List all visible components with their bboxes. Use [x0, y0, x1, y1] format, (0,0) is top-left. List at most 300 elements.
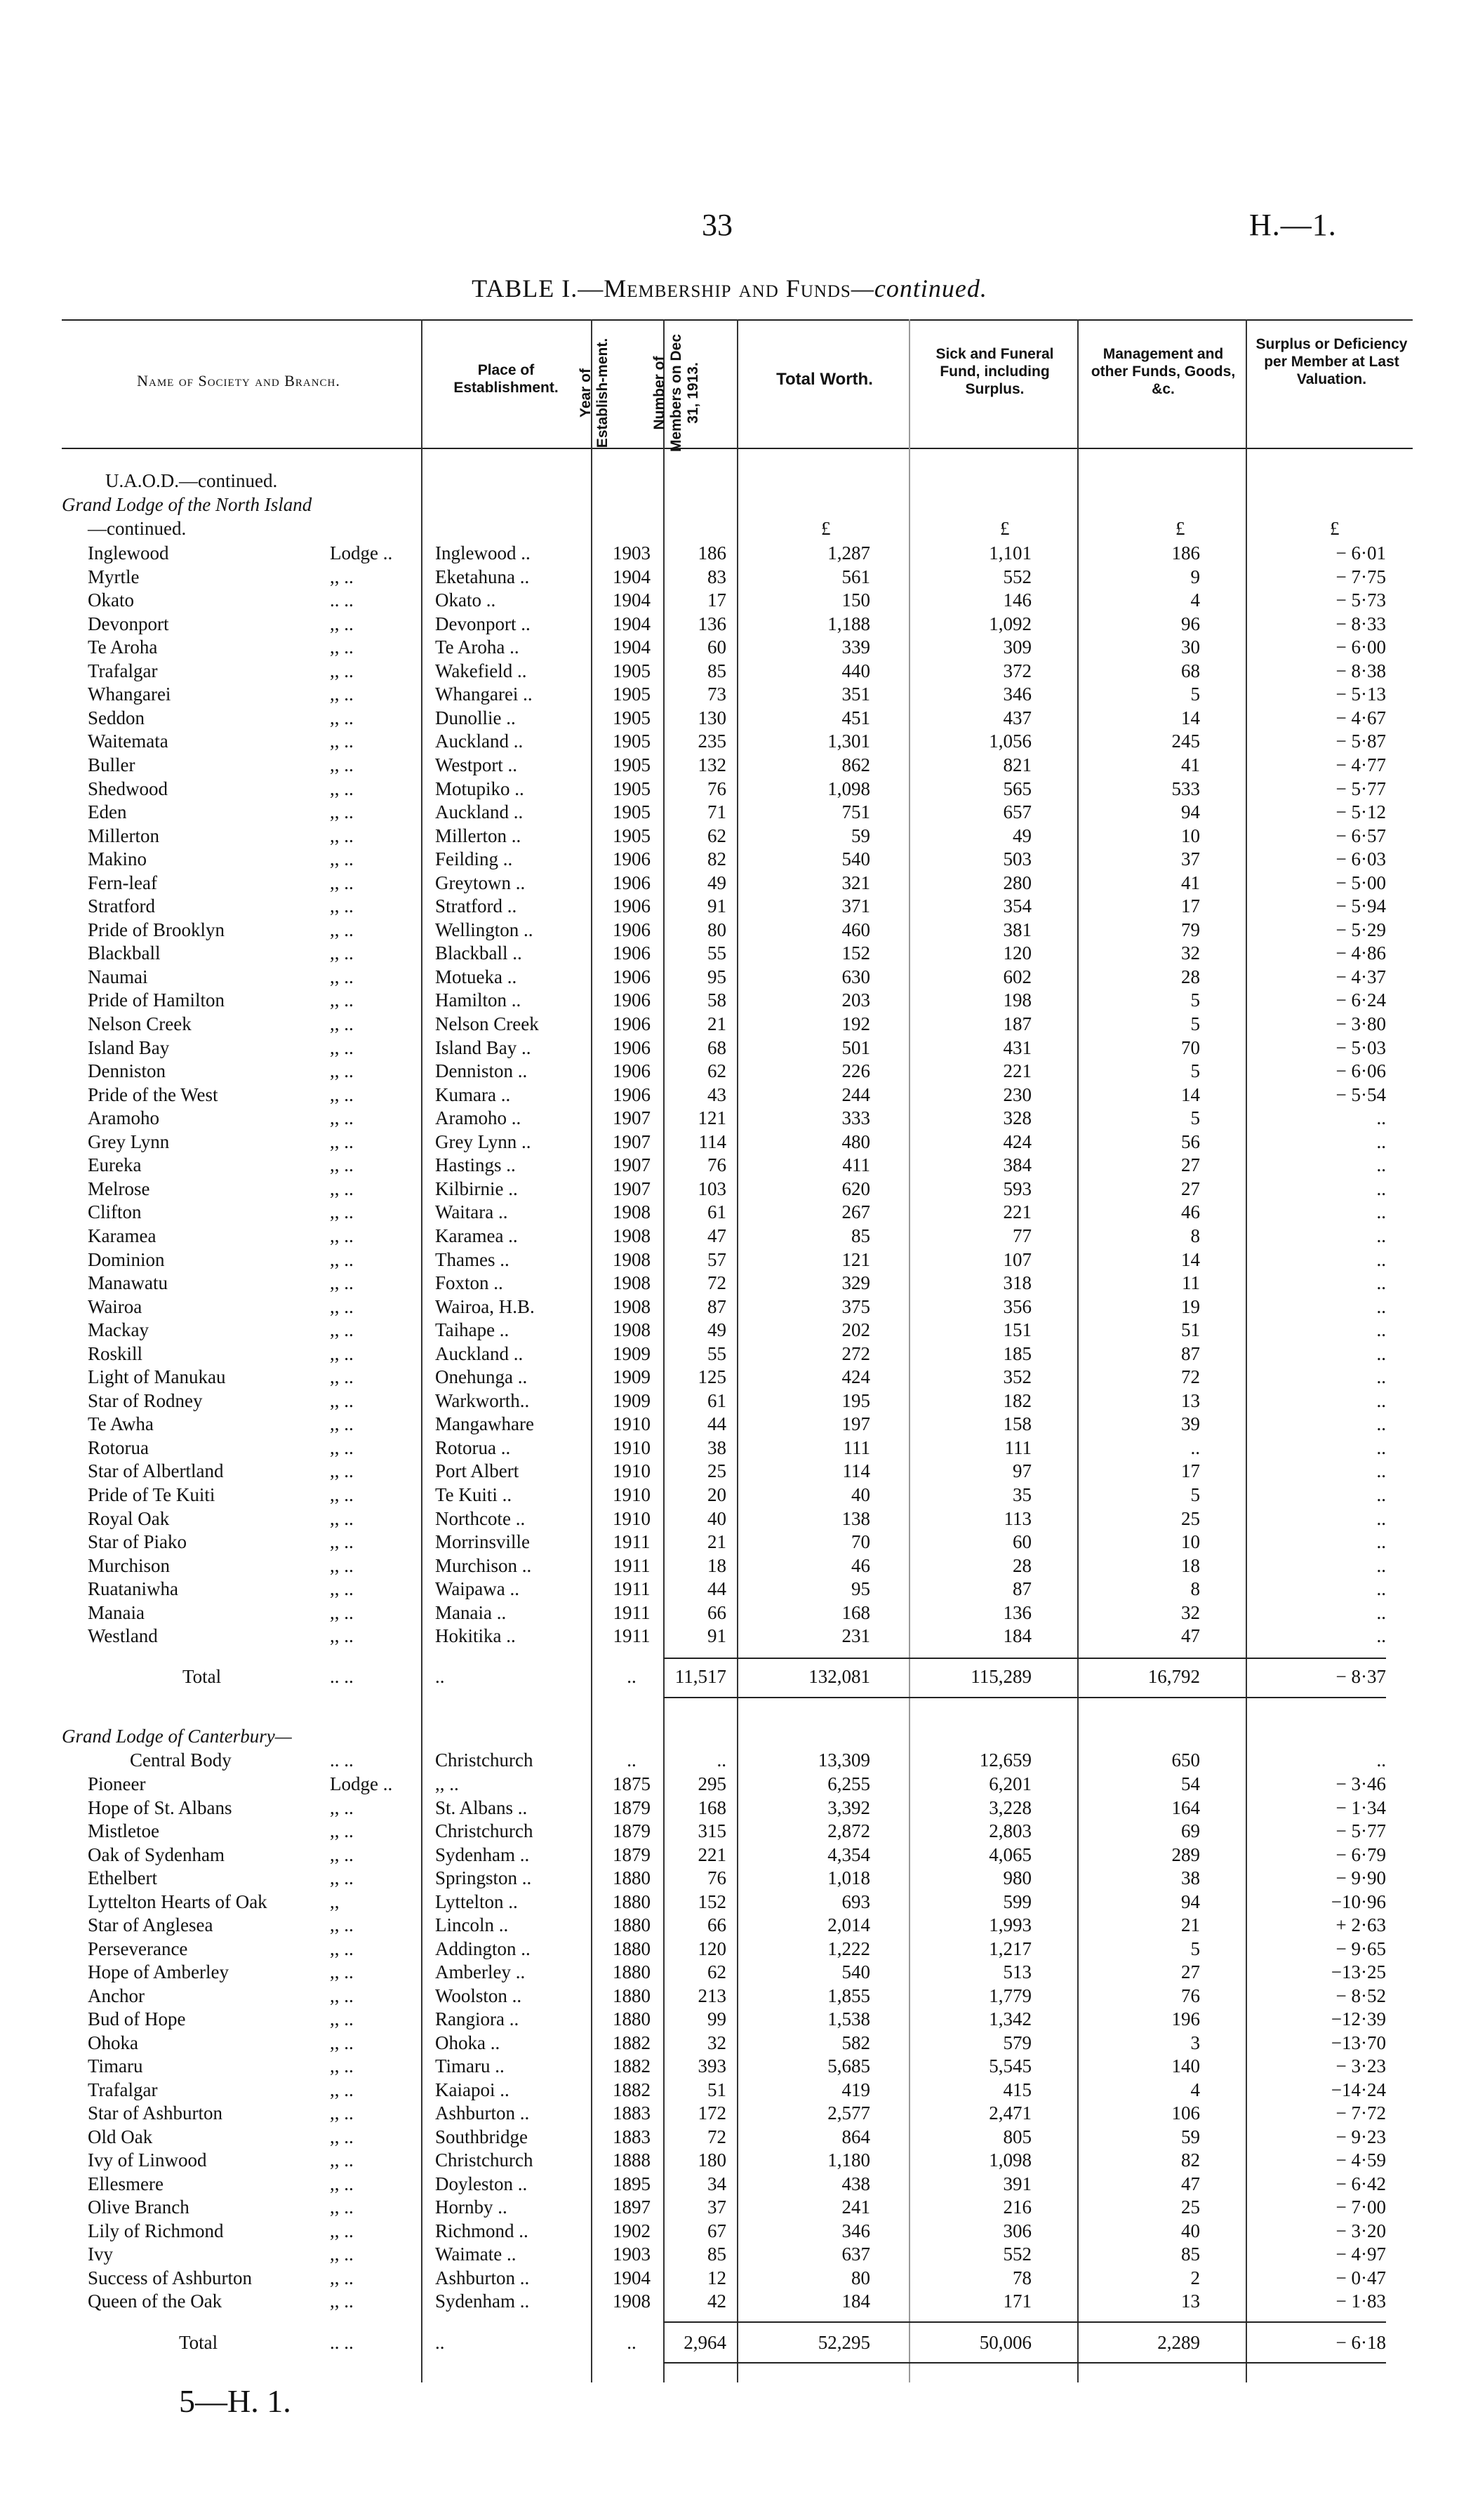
table-row [0, 2220, 1459, 2244]
table-row [0, 2243, 1459, 2267]
total-worth: 1,301 [827, 731, 870, 752]
year-established: 1907 [613, 1154, 651, 1176]
leader-dots: ,, .. [330, 919, 354, 940]
table-row [0, 1060, 1459, 1084]
year-established: 1909 [613, 1389, 651, 1411]
surplus-per-member: .. [1376, 1366, 1386, 1388]
management-fund: 41 [1181, 754, 1200, 775]
table-row [0, 1084, 1459, 1107]
management-fund: 17 [1181, 1460, 1200, 1482]
branch-name: Ivy of Linwood [88, 2149, 207, 2171]
management-fund: 4 [1190, 589, 1200, 611]
total-worth: 121 [841, 1248, 870, 1270]
surplus-per-member: + 2·63 [1335, 1914, 1386, 1935]
table-row [0, 1796, 1459, 1820]
surplus-per-member: − 3·80 [1335, 1013, 1386, 1034]
table-row [0, 1554, 1459, 1578]
year-established: 1883 [613, 2102, 651, 2124]
year-established: 1904 [613, 613, 651, 634]
management-fund: 5 [1190, 684, 1200, 705]
total-worth: 85 [851, 1225, 870, 1246]
total-worth: 3,392 [827, 1796, 870, 1818]
sick-funeral-fund: 77 [1013, 1225, 1032, 1246]
total-worth: 80 [851, 2267, 870, 2288]
branch-name: Timaru [88, 2055, 143, 2076]
member-count: 44 [707, 1413, 726, 1435]
place-of-establishment: Warkworth.. [435, 1389, 530, 1411]
total-worth: 419 [841, 2079, 870, 2100]
surplus-per-member: .. [1376, 1107, 1386, 1129]
leader-dots: .. .. [330, 1666, 354, 1687]
surplus-per-member: .. [1376, 1436, 1386, 1458]
member-count: 221 [698, 1844, 726, 1865]
place-of-establishment: Stratford .. [435, 895, 517, 917]
sick-funeral-fund: 111 [1004, 1436, 1032, 1458]
leader-dots: ,, .. [330, 2220, 354, 2241]
year-established: 1880 [613, 1891, 651, 1912]
place-of-establishment: Amberley .. [435, 1961, 526, 1982]
member-count: 40 [707, 1507, 726, 1529]
section-heading-uaod: U.A.O.D.—continued. [105, 470, 278, 491]
year-established: 1909 [613, 1342, 651, 1364]
member-count: 38 [707, 1436, 726, 1458]
management-fund: 28 [1181, 966, 1200, 987]
year-established: 1911 [613, 1554, 651, 1576]
member-count: 43 [707, 1084, 726, 1105]
management-fund: 27 [1181, 1961, 1200, 1982]
surplus-per-member: − 6·42 [1335, 2173, 1386, 2194]
place-of-establishment: ,, .. [435, 1773, 459, 1794]
sick-funeral-fund: 4,065 [989, 1844, 1032, 1865]
member-count: 44 [707, 1578, 726, 1600]
branch-name: Wairoa [88, 1295, 142, 1317]
year-established: 1903 [613, 2244, 651, 2265]
leader-dots: ,, .. [330, 872, 354, 893]
place-of-establishment: Auckland .. [435, 1342, 524, 1364]
surplus-per-member: − 5·77 [1335, 778, 1386, 799]
place-of-establishment: Hamilton .. [435, 989, 521, 1011]
table-row [0, 589, 1459, 613]
table-row [0, 989, 1459, 1013]
surplus-per-member: − 5·29 [1335, 919, 1386, 940]
member-count: 34 [707, 2173, 726, 2194]
leader-dots: ,, .. [330, 1460, 354, 1482]
year-established: 1880 [613, 1961, 651, 1982]
table-row [0, 1436, 1459, 1460]
sick-funeral-fund: 503 [1003, 848, 1032, 870]
sick-funeral-fund: 230 [1003, 1084, 1032, 1105]
surplus-per-member: .. [1376, 1749, 1386, 1771]
table-row [0, 1938, 1459, 1961]
total-worth: 333 [841, 1107, 870, 1129]
sick-funeral-fund: 1,101 [989, 542, 1032, 564]
place-of-establishment: Rangiora .. [435, 2008, 519, 2029]
leader-dots: ,, .. [330, 1178, 354, 1199]
management-fund: 289 [1171, 1844, 1200, 1865]
branch-name: Star of Piako [88, 1531, 187, 1553]
sick-funeral-fund: 431 [1003, 1036, 1032, 1058]
year-established: 1907 [613, 1107, 651, 1129]
leader-dots: ,, .. [330, 2244, 354, 2265]
year-established: 1882 [613, 2055, 651, 2076]
sick-funeral-fund: 1,779 [989, 1985, 1032, 2006]
year-established: 1906 [613, 848, 651, 870]
member-count: 55 [707, 1342, 726, 1364]
leader-dots: ,, .. [330, 2126, 354, 2147]
total-worth: 244 [841, 1084, 870, 1105]
management-fund: 13 [1181, 2291, 1200, 2312]
surplus-per-member: − 1·34 [1335, 1796, 1386, 1818]
surplus-per-member: − 1·83 [1335, 2291, 1386, 2312]
table-row [0, 1248, 1459, 1272]
place-of-establishment: Feilding .. [435, 848, 513, 870]
member-count: .. [717, 1749, 726, 1771]
surplus-per-member: − 6·24 [1335, 989, 1386, 1011]
member-count: 132 [698, 754, 726, 775]
member-count: 180 [698, 2149, 726, 2171]
year-established: 1911 [613, 1601, 651, 1623]
branch-name: Pioneer [88, 1773, 146, 1794]
leader-dots: ,, .. [330, 731, 354, 752]
surplus-per-member: − 5·00 [1335, 872, 1386, 893]
leader-dots: ,, .. [330, 2267, 354, 2288]
year-established: 1906 [613, 1036, 651, 1058]
member-count: 21 [707, 1013, 726, 1034]
member-count: 37 [707, 2196, 726, 2218]
surplus-per-member: − 4·97 [1335, 2244, 1386, 2265]
management-fund: 38 [1181, 1867, 1200, 1888]
branch-name: Ivy [88, 2244, 113, 2265]
total-worth: 70 [851, 1531, 870, 1553]
year-established: 1908 [613, 1201, 651, 1223]
branch-name: Karamea [88, 1225, 156, 1246]
total-worth: 192 [841, 1013, 870, 1034]
member-count: 62 [707, 825, 726, 846]
member-count: 18 [707, 1554, 726, 1576]
branch-name: Buller [88, 754, 135, 775]
total-worth: 184 [841, 2291, 870, 2312]
table-row [0, 1507, 1459, 1531]
surplus-per-member: .. [1376, 1272, 1386, 1294]
sick-funeral-fund: 221 [1003, 1060, 1032, 1082]
member-count: 49 [707, 872, 726, 893]
place-of-establishment: Karamea .. [435, 1225, 518, 1246]
leader-dots: ,, .. [330, 1225, 354, 1246]
place-of-establishment: Ashburton .. [435, 2102, 530, 2124]
column-header-name: Name of Society and Branch. [137, 372, 340, 389]
year-established: 1910 [613, 1436, 651, 1458]
surplus-per-member: − 8·33 [1335, 613, 1386, 634]
sick-funeral-fund: 306 [1003, 2220, 1032, 2241]
leader-dots: ,, .. [330, 566, 354, 587]
place-of-establishment: Waimate .. [435, 2244, 517, 2265]
total-worth: 460 [841, 919, 870, 940]
total-worth: 864 [841, 2126, 870, 2147]
year-established: 1905 [613, 684, 651, 705]
branch-name: Aramoho [88, 1107, 159, 1129]
year-established: 1911 [613, 1531, 651, 1553]
management-fund: 3 [1190, 2032, 1200, 2053]
year-established: 1903 [613, 542, 651, 564]
member-count: 121 [698, 1107, 726, 1129]
branch-name: Stratford [88, 895, 155, 917]
currency-marker-surplus: £ [1330, 518, 1340, 539]
sick-funeral-fund: 136 [1003, 1601, 1032, 1623]
branch-name: Pride of Brooklyn [88, 919, 225, 940]
place-of-establishment: Kumara .. [435, 1084, 511, 1105]
management-fund: 14 [1181, 1084, 1200, 1105]
place-of-establishment: Ashburton .. [435, 2267, 530, 2288]
member-count: 47 [707, 1225, 726, 1246]
year-established: 1910 [613, 1460, 651, 1482]
branch-name: Roskill [88, 1342, 143, 1364]
year-established: 1880 [613, 1938, 651, 1959]
management-fund: 11 [1182, 1272, 1200, 1294]
member-count: 72 [707, 2126, 726, 2147]
total-worth: 95 [851, 1578, 870, 1600]
leader-dots: ,, .. [330, 1013, 354, 1034]
table-row [0, 683, 1459, 707]
surplus-per-member: .. [1376, 1507, 1386, 1529]
branch-name: Okato [88, 589, 134, 611]
sick-funeral-fund: 821 [1003, 754, 1032, 775]
sick-funeral-fund: 120 [1003, 942, 1032, 964]
total-worth: 138 [841, 1507, 870, 1529]
table-row [0, 2173, 1459, 2196]
year-established: 1908 [613, 1295, 651, 1317]
management-fund: 30 [1181, 636, 1200, 658]
member-count: 91 [707, 895, 726, 917]
surplus-per-member: − 6·57 [1335, 825, 1386, 846]
management-fund: 5 [1190, 1060, 1200, 1082]
member-count: 120 [698, 1938, 726, 1959]
sick-funeral-fund: 115,289 [971, 1666, 1032, 1687]
place-of-establishment: Northcote .. [435, 1507, 526, 1529]
total-worth: 195 [841, 1389, 870, 1411]
footer-signature: 5—H. 1. [179, 2383, 291, 2419]
surplus-per-member: − 6·00 [1335, 636, 1386, 658]
surplus-per-member: .. [1376, 1531, 1386, 1553]
member-count: 62 [707, 1060, 726, 1082]
management-fund: 2,289 [1157, 2332, 1200, 2353]
branch-name: Melrose [88, 1178, 150, 1199]
surplus-per-member: .. [1376, 1389, 1386, 1411]
table-row [0, 1578, 1459, 1601]
leader-dots: ,, .. [330, 1084, 354, 1105]
member-count: 76 [707, 1154, 726, 1176]
surplus-per-member: −13·70 [1331, 2032, 1386, 2053]
management-fund: 8 [1190, 1578, 1200, 1600]
place-of-establishment: Kilbirnie .. [435, 1178, 518, 1199]
total-worth: 1,018 [827, 1867, 870, 1888]
table-row [0, 1867, 1459, 1891]
leader-dots: ,, .. [330, 1131, 354, 1152]
member-count: 72 [707, 1272, 726, 1294]
member-count: 76 [707, 1867, 726, 1888]
total-worth: 267 [841, 1201, 870, 1223]
surplus-per-member: − 5·13 [1335, 684, 1386, 705]
sick-funeral-fund: 352 [1003, 1366, 1032, 1388]
total-worth: 2,577 [827, 2102, 870, 2124]
year-established: 1905 [613, 801, 651, 823]
total-worth: 561 [841, 566, 870, 587]
surplus-per-member: − 3·23 [1335, 2055, 1386, 2076]
year-established: 1880 [613, 1914, 651, 1935]
table-row [0, 2290, 1459, 2314]
table-row [0, 895, 1459, 919]
place-of-establishment: Hastings .. [435, 1154, 516, 1176]
branch-name: Star of Anglesea [88, 1914, 213, 1935]
member-count: 68 [707, 1036, 726, 1058]
surplus-per-member: − 0·47 [1335, 2267, 1386, 2288]
sick-funeral-fund: 424 [1003, 1131, 1032, 1152]
leader-dots: ,, .. [330, 1554, 354, 1576]
management-fund: 79 [1181, 919, 1200, 940]
year-established: 1880 [613, 1985, 651, 2006]
management-fund: 27 [1181, 1154, 1200, 1176]
year-established: 1904 [613, 2267, 651, 2288]
branch-name: Trafalgar [88, 2079, 158, 2100]
member-count: 66 [707, 1601, 726, 1623]
title-suffix: —continued. [851, 274, 987, 302]
management-fund: 8 [1190, 1225, 1200, 1246]
branch-name: Grey Lynn [88, 1131, 170, 1152]
surplus-per-member: − 5·87 [1335, 731, 1386, 752]
year-established: 1879 [613, 1844, 651, 1865]
management-fund: 650 [1171, 1749, 1200, 1771]
total-worth: 693 [841, 1891, 870, 1912]
member-count: 21 [707, 1531, 726, 1553]
place-of-establishment: Doyleston .. [435, 2173, 528, 2194]
surplus-per-member: − 3·20 [1335, 2220, 1386, 2241]
sick-funeral-fund: 599 [1003, 1891, 1032, 1912]
table-row [0, 2008, 1459, 2032]
surplus-per-member: − 9·65 [1335, 1938, 1386, 1959]
column-header-year: Year of Establish-ment. [578, 338, 611, 448]
place-of-establishment: Wellington .. [435, 919, 533, 940]
sick-funeral-fund: 1,993 [989, 1914, 1032, 1935]
leader-dots: ,, .. [330, 1985, 354, 2006]
sick-funeral-fund: 6,201 [989, 1773, 1032, 1794]
branch-name: Devonport [88, 613, 169, 634]
year-established: 1906 [613, 942, 651, 964]
sick-funeral-fund: 805 [1003, 2126, 1032, 2147]
member-count: 58 [707, 989, 726, 1011]
management-fund: 69 [1181, 1820, 1200, 1841]
branch-name: Waitemata [88, 731, 168, 752]
member-count: 136 [698, 613, 726, 634]
place-of-establishment: Richmond .. [435, 2220, 528, 2241]
management-fund: 186 [1171, 542, 1200, 564]
place-of-establishment: Wairoa, H.B. [435, 1295, 535, 1317]
member-count: 20 [707, 1484, 726, 1505]
sick-funeral-fund: 1,092 [989, 613, 1032, 634]
place-of-establishment: .. [435, 1666, 445, 1687]
year-established: 1879 [613, 1820, 651, 1841]
management-fund: 59 [1181, 2126, 1200, 2147]
place-of-establishment: Waipawa .. [435, 1578, 520, 1600]
surplus-per-member: − 6·79 [1335, 1844, 1386, 1865]
member-count: 85 [707, 2244, 726, 2265]
year-established: 1908 [613, 2291, 651, 2312]
year-established: 1882 [613, 2079, 651, 2100]
surplus-per-member: .. [1376, 1484, 1386, 1505]
table-row [0, 2079, 1459, 2102]
surplus-per-member: − 4·59 [1335, 2149, 1386, 2171]
sick-funeral-fund: 346 [1003, 684, 1032, 705]
branch-name: Light of Manukau [88, 1366, 226, 1388]
place-of-establishment: Island Bay .. [435, 1036, 531, 1058]
place-of-establishment: Christchurch [435, 1749, 533, 1771]
year-established: 1911 [613, 1578, 651, 1600]
place-of-establishment: Christchurch [435, 2149, 533, 2171]
member-count: 295 [698, 1773, 726, 1794]
branch-name: Seddon [88, 707, 145, 728]
total2-rule-bottom [663, 2362, 1386, 2364]
management-fund: 82 [1181, 2149, 1200, 2171]
sick-funeral-fund: 1,098 [989, 2149, 1032, 2171]
branch-name: Te Aroha [88, 636, 158, 658]
place-of-establishment: Taihape .. [435, 1319, 509, 1341]
management-fund: 46 [1181, 1201, 1200, 1223]
leader-dots: ,, .. [330, 2032, 354, 2053]
total-worth: 5,685 [827, 2055, 870, 2076]
management-fund: 39 [1181, 1413, 1200, 1435]
column-header-sick: Sick and Funeral Fund, including Surplus. [935, 346, 1054, 397]
management-fund: 4 [1190, 2079, 1200, 2100]
management-fund: 9 [1190, 566, 1200, 587]
document-code: H.—1. [1249, 208, 1337, 242]
surplus-per-member: − 7·00 [1335, 2196, 1386, 2218]
total-rule-top [663, 1658, 1386, 1659]
leader-dots: ,, .. [330, 1938, 354, 1959]
page-number: 33 [702, 208, 733, 242]
total-worth: 40 [851, 1484, 870, 1505]
member-count: 42 [707, 2291, 726, 2312]
leader-dots: ,, .. [330, 1578, 354, 1600]
leader-dots: ,, .. [330, 660, 354, 681]
branch-name: Island Bay [88, 1036, 170, 1058]
year-established: 1910 [613, 1413, 651, 1435]
member-count: 32 [707, 2032, 726, 2053]
sick-funeral-fund: 60 [1013, 1531, 1032, 1553]
leader-dots: ,, .. [330, 1961, 354, 1982]
year-established: 1906 [613, 919, 651, 940]
year-established: 1907 [613, 1131, 651, 1152]
table-row [0, 1131, 1459, 1154]
leader-dots: ,, [330, 1891, 340, 1912]
place-of-establishment: Inglewood .. [435, 542, 531, 564]
total-worth: 1,222 [827, 1938, 870, 1959]
table-row [0, 730, 1459, 754]
sick-funeral-fund: 437 [1003, 707, 1032, 728]
branch-name: Westland [88, 1625, 158, 1647]
sick-funeral-fund: 552 [1003, 566, 1032, 587]
member-count: 80 [707, 919, 726, 940]
leader-dots: ,, .. [330, 1625, 354, 1647]
branch-name: Mackay [88, 1319, 149, 1341]
place-of-establishment: Motupiko .. [435, 778, 524, 799]
branch-name: Pride of Hamilton [88, 989, 225, 1011]
place-of-establishment: Ohoka .. [435, 2032, 500, 2053]
surplus-per-member: − 5·73 [1335, 589, 1386, 611]
branch-name: Total [179, 2332, 218, 2353]
total-worth: 438 [841, 2173, 870, 2194]
leader-dots: ,, .. [330, 613, 354, 634]
surplus-per-member: − 8·37 [1335, 1666, 1386, 1687]
title-main: Membership and Funds [604, 274, 851, 302]
member-count: 152 [698, 1891, 726, 1912]
